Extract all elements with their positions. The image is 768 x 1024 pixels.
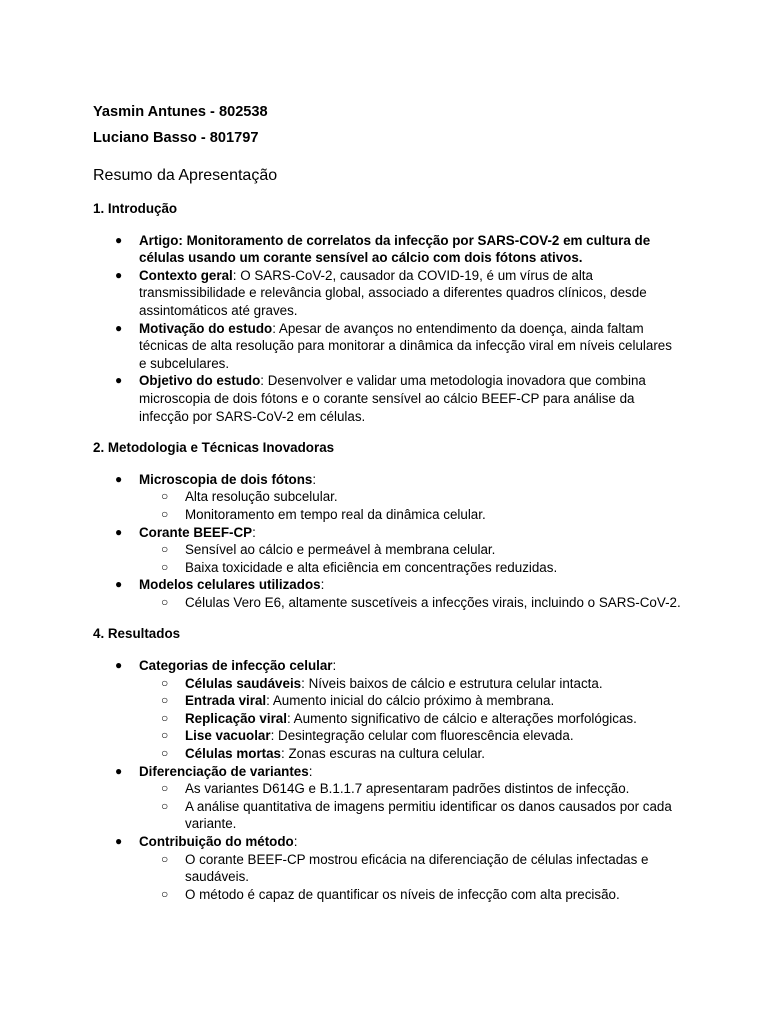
bullet-icon: ●	[115, 658, 123, 673]
bullet-icon: ●	[115, 577, 123, 592]
bullet-list	[93, 471, 683, 612]
list-item: ● Contexto geral: O SARS-CoV-2, causador da COVID-19, é um vírus de alta transmissibilidade e relevância global, associado a diferentes quadros clínicos, desde assintomáticos até graves.	[115, 267, 647, 318]
list-item: ● Categorias de infecção celular: ○ Células saudáveis: Níveis baixos de cálcio e estrutura celular intacta. ○ Entrada viral: Aumento inicial do cálcio próximo à membrana. ○ Replicação viral: Aumento significativo de cálcio e alterações morfológicas. ○ Lise vacuolar: Desintegração celular com fluorescência elevada. ○ Células mortas: Zonas escuras na cultura celular.	[93, 657, 683, 763]
list-item: ● Modelos celulares utilizados: ○ Células Vero E6, altamente suscetíveis a infecções virais, incluindo o SARS-CoV-2.	[93, 576, 683, 611]
section-title-introducao: 1. Introdução	[93, 201, 178, 216]
sub-list	[139, 851, 683, 904]
bullet-icon: ●	[115, 834, 123, 848]
list-item: ● Motivação do estudo: Apesar de avanços no entendimento da doença, ainda faltam técnicas de alta resolução para monitorar a dinâmica da infecção viral em níveis celulares e subcelulares.	[115, 320, 672, 371]
circle-bullet-icon: ○	[161, 559, 169, 574]
bullet-icon: ●	[115, 763, 123, 778]
circle-bullet-icon: ○	[161, 798, 169, 813]
bullet-icon: ●	[115, 232, 123, 247]
author-line: Luciano Basso - 801797	[93, 130, 259, 146]
sub-list	[139, 675, 683, 763]
list-item: ● Contribuição do método: ○ O corante BEEF-CP mostrou eficácia na diferenciação de células infectadas e saudáveis. ○ O método é capaz de quantificar os níveis de infecção com alta precisão.	[93, 833, 683, 903]
sub-list-item: ○ A análise quantitativa de imagens permitiu identificar os danos causados por cada variante.	[161, 798, 672, 832]
sub-list	[139, 488, 683, 523]
circle-bullet-icon: ○	[161, 506, 169, 521]
circle-bullet-icon: ○	[161, 710, 169, 725]
sub-list-item: ○ Alta resolução subcelular.	[161, 489, 338, 505]
circle-bullet-icon: ○	[161, 675, 169, 690]
sub-list-item: ○ Replicação viral: Aumento significativo de cálcio e alterações morfológicas.	[161, 710, 637, 726]
bullet-list	[93, 232, 683, 426]
section-title-resultados: 4. Resultados	[93, 626, 181, 642]
circle-bullet-icon: ○	[161, 489, 169, 504]
sub-list-item: ○ Monitoramento em tempo real da dinâmica celular.	[161, 506, 486, 522]
sub-list-item: ○ Células saudáveis: Níveis baixos de cálcio e estrutura celular intacta.	[161, 675, 603, 691]
sub-list-item: ○ Sensível ao cálcio e permeável à membrana celular.	[161, 542, 496, 558]
circle-bullet-icon: ○	[161, 542, 169, 557]
circle-bullet-icon: ○	[161, 781, 169, 796]
sub-list-item: ○ Células mortas: Zonas escuras na cultura celular.	[161, 746, 485, 762]
sub-list	[139, 780, 683, 833]
list-item: ● Corante BEEF-CP: ○ Sensível ao cálcio e permeável à membrana celular. ○ Baixa toxicidade e alta eficiência em concentrações reduzidas.	[93, 524, 683, 577]
list-item: ● Microscopia de dois fótons: ○ Alta resolução subcelular. ○ Monitoramento em tempo real da dinâmica celular.	[93, 471, 683, 524]
bullet-icon: ●	[115, 471, 123, 486]
bullet-icon: ●	[115, 373, 123, 388]
circle-bullet-icon: ○	[161, 851, 169, 866]
document-page	[93, 103, 683, 903]
sub-list-item: ○ Células Vero E6, altamente suscetíveis a infecções virais, incluindo o SARS-CoV-2.	[161, 594, 681, 610]
circle-bullet-icon: ○	[161, 693, 169, 708]
sub-list-item: ○ Lise vacuolar: Desintegração celular com fluorescência elevada.	[161, 728, 574, 744]
document-title: Resumo da Apresentação	[93, 167, 278, 184]
sub-list	[139, 541, 683, 576]
list-item: ● Diferenciação de variantes: ○ As variantes D614G e B.1.1.7 apresentaram padrões distintos de infecção. ○ A análise quantitativa de imagens permitiu identificar os danos causados por cada variante.	[93, 763, 683, 833]
section-title-metodologia: 2. Metodologia e Técnicas Inovadoras	[93, 440, 335, 456]
author-line: Yasmin Antunes - 802538	[93, 104, 268, 120]
sub-list-item: ○ O corante BEEF-CP mostrou eficácia na diferenciação de células infectadas e saudáveis.	[161, 851, 649, 885]
sub-list-item: ○ As variantes D614G e B.1.1.7 apresentaram padrões distintos de infecção.	[161, 781, 630, 797]
bullet-icon: ●	[115, 524, 123, 539]
circle-bullet-icon: ○	[161, 886, 169, 901]
bullet-icon: ●	[115, 267, 123, 282]
sub-list-item: ○ Entrada viral: Aumento inicial do cálcio próximo à membrana.	[161, 693, 555, 709]
circle-bullet-icon: ○	[161, 746, 169, 761]
bullet-list	[93, 657, 683, 903]
sub-list-item: ○ Baixa toxicidade e alta eficiência em concentrações reduzidas.	[161, 559, 558, 575]
bullet-icon: ●	[115, 320, 123, 335]
list-item: ● Artigo: Monitoramento de correlatos da infecção por SARS-COV-2 em cultura de células usando um corante sensível ao cálcio com dois fótons ativos.	[115, 232, 651, 266]
list-item: ● Objetivo do estudo: Desenvolver e validar uma metodologia inovadora que combina microscopia de dois fótons e o corante sensível ao cálcio BEEF-CP para análise da infecção por SARS-CoV-2 em células.	[115, 373, 646, 424]
sub-list-item: ○ O método é capaz de quantificar os níveis de infecção com alta precisão.	[161, 886, 620, 902]
circle-bullet-icon: ○	[161, 728, 169, 743]
sub-list	[139, 594, 683, 612]
circle-bullet-icon: ○	[161, 594, 169, 609]
